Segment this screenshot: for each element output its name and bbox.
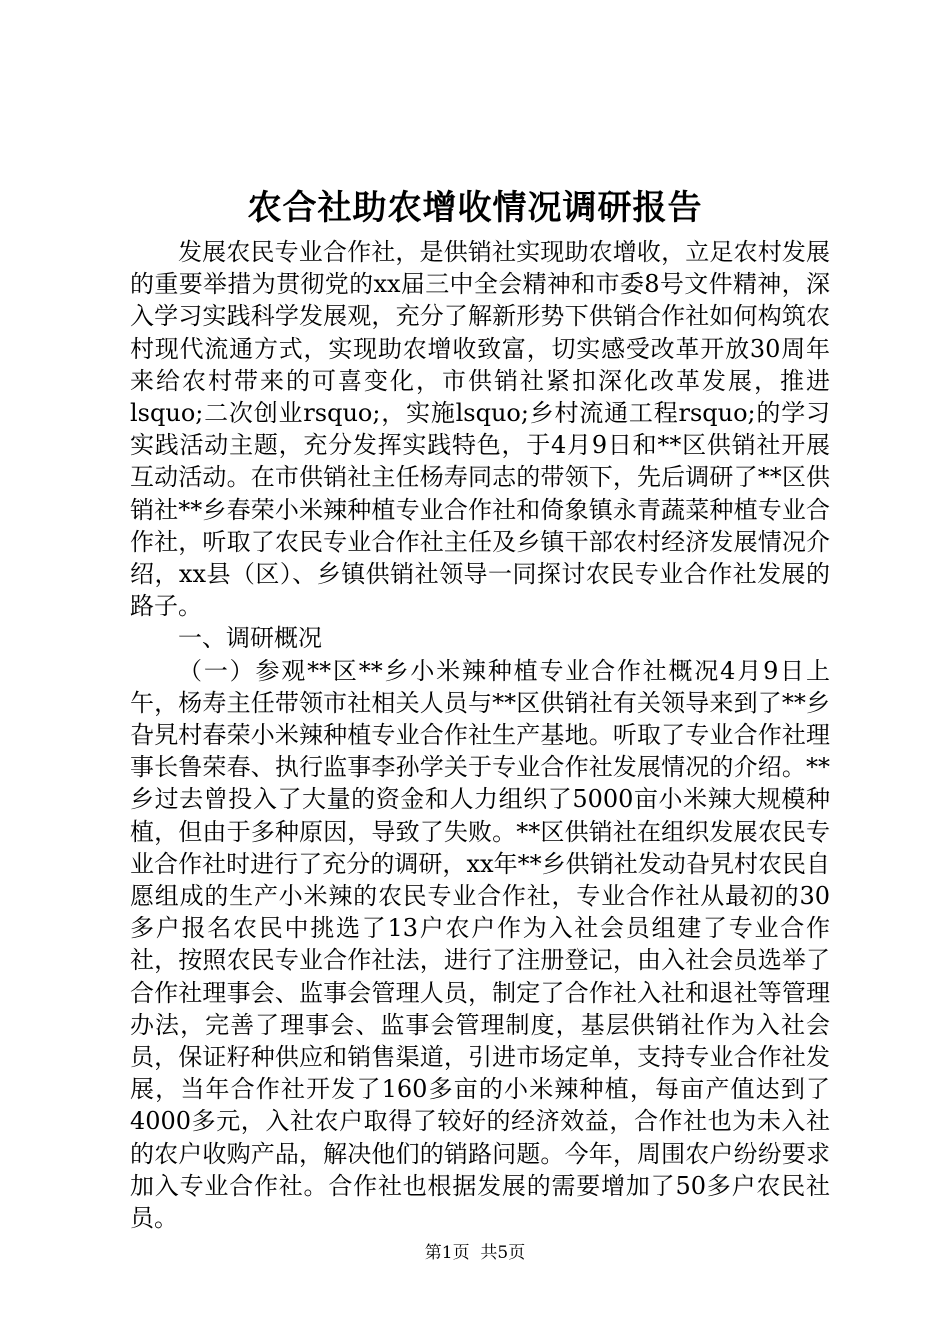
intro-paragraph: 发展农民专业合作社，是供销社实现助农增收，立足农村发展的重要举措为贯彻党的xx届三中全会精神和市委8号文件精神，深入学习实践科学发展观，充分了解新形势下供销合作社如何构筑农村现代流通方式，实现助农增收致富，切实感受改革开放30周年来给农村带来的可喜变化，市供销社紧扣深化改革发展，推进lsquo;二次创业rsquo;，实施lsquo;乡村流通工程rsquo;的学习实践活动主题，充分发挥实践特色，于4月9日和**区供销社开展互动活动。在市供销社主任杨寿同志的带领下，先后调研了**区供销社**乡春荣小米辣种植专业合作社和倚象镇永青蔬菜种植专业合作社，听取了农民专业合作社主任及乡镇干部农村经济发展情况介绍，xx县（区）、乡镇供销社领导一同探讨农民专业合作社发展的路子。 [130, 238, 830, 621]
page-number: 第1页 [424, 1243, 470, 1263]
document-title: 农合社助农增收情况调研报告 [247, 188, 703, 228]
page-footer [0, 1241, 950, 1265]
subsection-paragraph: （一）参观**区**乡小米辣种植专业合作社概况4月9日上午，杨寿主任带领市社相关人员与**区供销社有关领导来到了**乡旮旯村春荣小米辣种植专业合作社生产基地。听取了专业合作社理事长鲁荣春、执行监事李孙学关于专业合作社发展情况的介绍。**乡过去曾投入了大量的资金和人力组织了5000亩小米辣大规模种植，但由于多种原因，导致了失败。**区供销社在组织发展农民专业合作社时进行了充分的调研，xx年**乡供销社发动旮旯村农民自愿组成的生产小米辣的农民专业合作社，专业合作社从最初的30多户报名农民中挑选了13户农户作为入社会员组建了专业合作社，按照农民专业合作社法，进行了注册登记，由入社会员选举了合作社理事会、监事会管理人员，制定了合作社入社和退社等管理办法，完善了理事会、监事会管理制度，基层供销社作为入社会员，保证籽种供应和销售渠道，引进市场定单，支持专业合作社发展，当年合作社开发了160多亩的小米辣种植，每亩产值达到了4000多元，入社农户取得了较好的经济效益，合作社也为未入社的农户收购产品，解决他们的销路问题。今年，周围农户纷纷要求加入专业合作社。合作社也根据发展的需要增加了50多户农民社员。 [130, 656, 830, 1233]
section-heading: 一、调研概况 [178, 624, 322, 653]
document-body [130, 236, 830, 1234]
page-total: 共5页 [480, 1243, 526, 1263]
